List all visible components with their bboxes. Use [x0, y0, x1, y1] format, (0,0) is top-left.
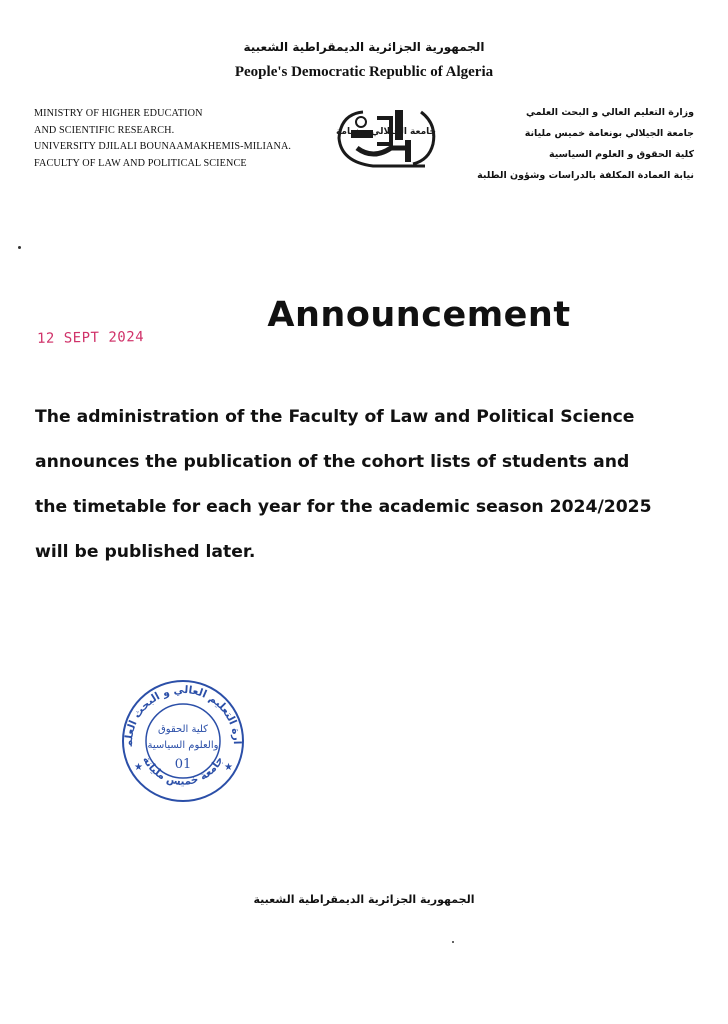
header-english-republic: People's Democratic Republic of Algeria: [234, 64, 494, 80]
university-line: UNIVERSITY DJILALI BOUNAAMAKHEMIS-MILIANA.: [34, 141, 292, 152]
university-line-ar: جامعة الجيلالي بونعامة خميس مليانة: [524, 128, 694, 139]
seal-star-icon: ★: [134, 762, 143, 773]
body-line: will be published later.: [35, 542, 256, 562]
seal-outer-text: ارة التعليم العالي و البحث العلم: [122, 683, 244, 747]
scan-speck: [18, 246, 21, 249]
footer-arabic-republic: الجمهورية الجزائرية الديمقراطية الشعبية: [253, 893, 475, 906]
seal-bottom-text: جامعة خميس مليانة: [140, 754, 226, 789]
document-title: Announcement: [267, 295, 571, 335]
announcement-body: [35, 395, 675, 575]
svg-text:وزارة التعليم العالي و البحث ا: [118, 676, 243, 747]
faculty-line-ar: كلية الحقوق و العلوم السياسية: [548, 149, 694, 160]
body-line: The administration of the Faculty of Law and Political Science: [35, 407, 635, 427]
header-arabic-republic: الجمهورية الجزائرية الديمقراطية الشعبية: [243, 40, 485, 54]
seal-inner-line1: كلية الحقوق: [158, 724, 208, 735]
body-line: announces the publication of the cohort lists of students and: [35, 452, 630, 472]
ministry-block-english: [34, 106, 334, 172]
ministry-line: MINISTRY OF HIGHER EDUCATION: [34, 108, 203, 119]
university-logo: [333, 104, 439, 172]
seal-star-icon: ★: [224, 762, 233, 773]
seal-inner-line2: والعلوم السياسية: [147, 740, 219, 751]
body-line: the timetable for each year for the academic season 2024/2025: [35, 497, 652, 517]
seal-number: 01: [174, 757, 192, 772]
date-stamp: 12 SEPT 2024: [36, 329, 145, 347]
logo-text: جامعة الجيلالي بونعامة: [335, 127, 437, 137]
ministry-line-ar: وزارة التعليم العالي و البحث العلمي: [526, 107, 694, 118]
vice-deanship-line-ar: نيابة العمادة المكلفة بالدراسات وشؤون الطلبة: [477, 170, 694, 181]
scan-speck: [452, 941, 454, 943]
ministry-line: AND SCIENTIFIC RESEARCH.: [34, 124, 175, 136]
faculty-line: FACULTY OF LAW AND POLITICAL SCIENCE: [34, 157, 247, 169]
ministry-block-arabic: [434, 102, 694, 186]
official-seal: [118, 676, 248, 806]
